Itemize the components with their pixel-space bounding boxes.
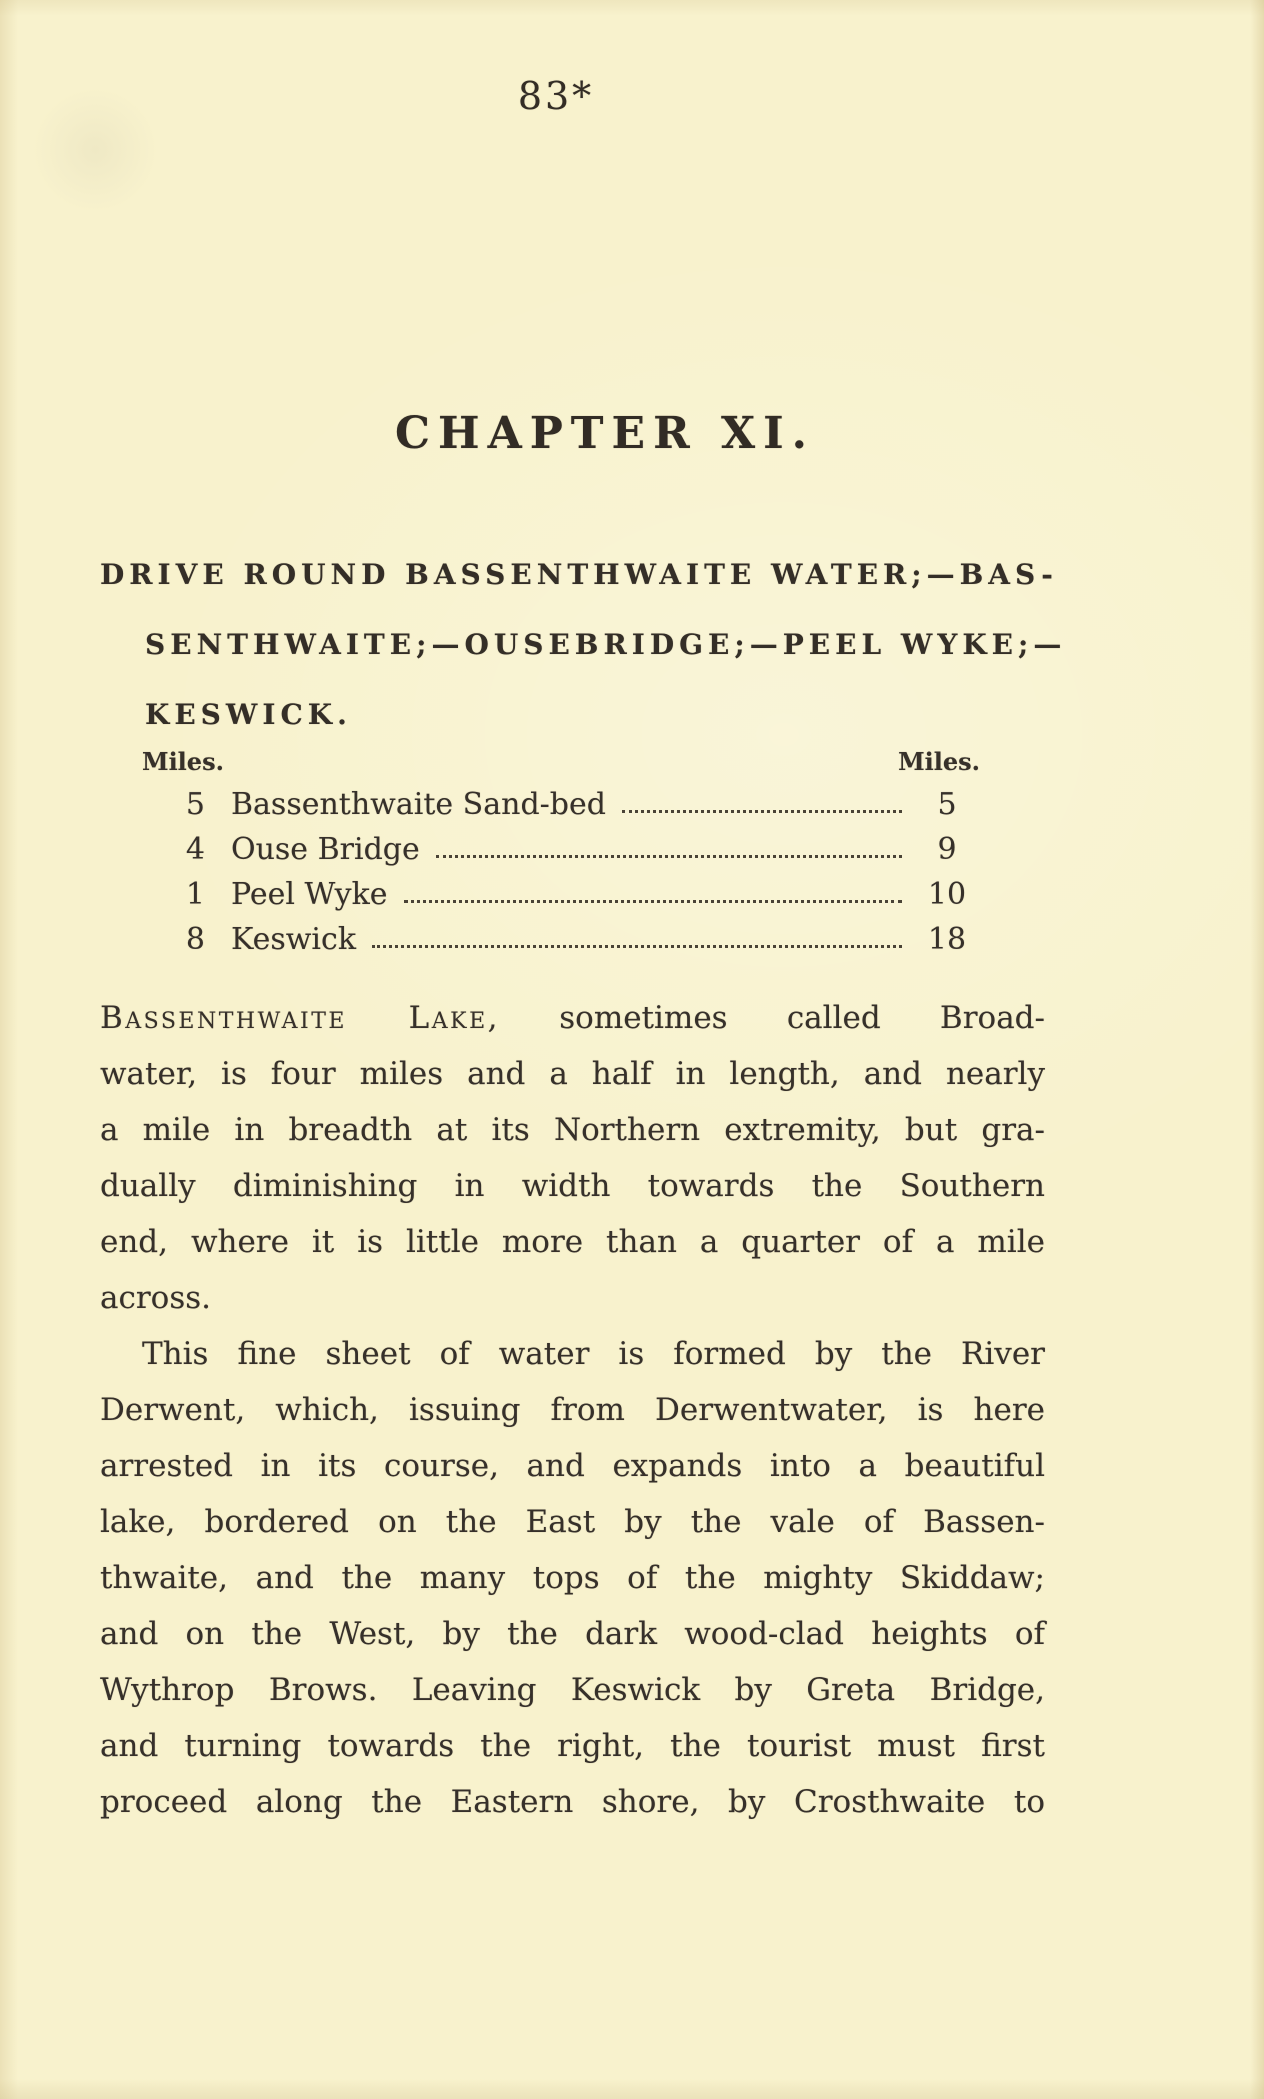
text-line xyxy=(100,990,1045,1046)
table-row xyxy=(100,827,980,872)
interval-miles: 1 xyxy=(185,877,205,912)
place-name: Peel Wyke xyxy=(231,877,388,912)
miles-header-left: Miles. xyxy=(142,747,224,776)
subtitle-line: SENTHWAITE;—OUSEBRIDGE;—PEEL WYKE;— xyxy=(145,628,1067,661)
text-line: Wythrop Brows. Leaving Keswick by Greta Bridge, xyxy=(100,1672,1045,1708)
text-line: thwaite, and the many tops of the mighty Skiddaw; xyxy=(100,1560,1045,1596)
interval-miles: 5 xyxy=(185,787,205,822)
table-row xyxy=(100,782,980,827)
text-line: This fine sheet of water is formed by the River xyxy=(142,1336,1045,1372)
text-line: a mile in breadth at its Northern extremity, but gra- xyxy=(100,1112,1045,1148)
total-miles: 18 xyxy=(927,922,967,957)
place-name: Bassenthwaite Sand-bed xyxy=(231,787,606,822)
text-line: dually diminishing in width towards the Southern xyxy=(100,1168,1045,1204)
total-miles: 9 xyxy=(937,832,957,867)
place-name: Ouse Bridge xyxy=(231,832,420,867)
text-line: lake, bordered on the East by the vale of Bassen- xyxy=(100,1504,1045,1540)
mileage-table xyxy=(100,742,980,962)
text-line: arrested in its course, and expands into a beautiful xyxy=(100,1448,1045,1484)
dot-leader xyxy=(404,900,902,903)
text-line: across. xyxy=(100,1280,211,1316)
mileage-table-headers xyxy=(100,742,980,782)
text-line: and turning towards the right, the tourist must first xyxy=(100,1728,1045,1764)
dot-leader xyxy=(622,810,902,813)
place-name: Keswick xyxy=(231,922,357,957)
total-miles: 5 xyxy=(937,787,957,822)
interval-miles: 8 xyxy=(185,922,205,957)
miles-header-right: Miles. xyxy=(898,747,980,776)
table-row xyxy=(100,872,980,917)
page-number: 83* xyxy=(517,74,595,118)
dot-leader xyxy=(436,855,902,858)
text-line: end, where it is little more than a quarter of a mile xyxy=(100,1224,1045,1260)
total-miles: 10 xyxy=(927,877,967,912)
text-line: Derwent, which, issuing from Derwentwater, is here xyxy=(100,1392,1045,1428)
text-line: water, is four miles and a half in length, and nearly xyxy=(100,1056,1045,1092)
chapter-subtitle xyxy=(100,540,1100,750)
table-row xyxy=(100,917,980,962)
text-line: proceed along the Eastern shore, by Crosthwaite to xyxy=(100,1784,1045,1820)
paragraph-lead-smallcaps: Bassenthwaite Lake, xyxy=(100,1000,500,1036)
interval-miles: 4 xyxy=(185,832,205,867)
text-line-rest: sometimes called Broad- xyxy=(500,1000,1045,1036)
subtitle-line: KESWICK. xyxy=(145,698,352,731)
dot-leader xyxy=(372,945,902,948)
subtitle-line: DRIVE ROUND BASSENTHWAITE WATER;—BAS- xyxy=(100,558,1058,591)
paragraph-1 xyxy=(100,990,1045,1326)
text-line: and on the West, by the dark wood-clad heights of xyxy=(100,1616,1045,1652)
body-text xyxy=(100,990,1045,1830)
chapter-heading: CHAPTER XI. xyxy=(394,408,816,459)
paragraph-2 xyxy=(100,1326,1045,1830)
